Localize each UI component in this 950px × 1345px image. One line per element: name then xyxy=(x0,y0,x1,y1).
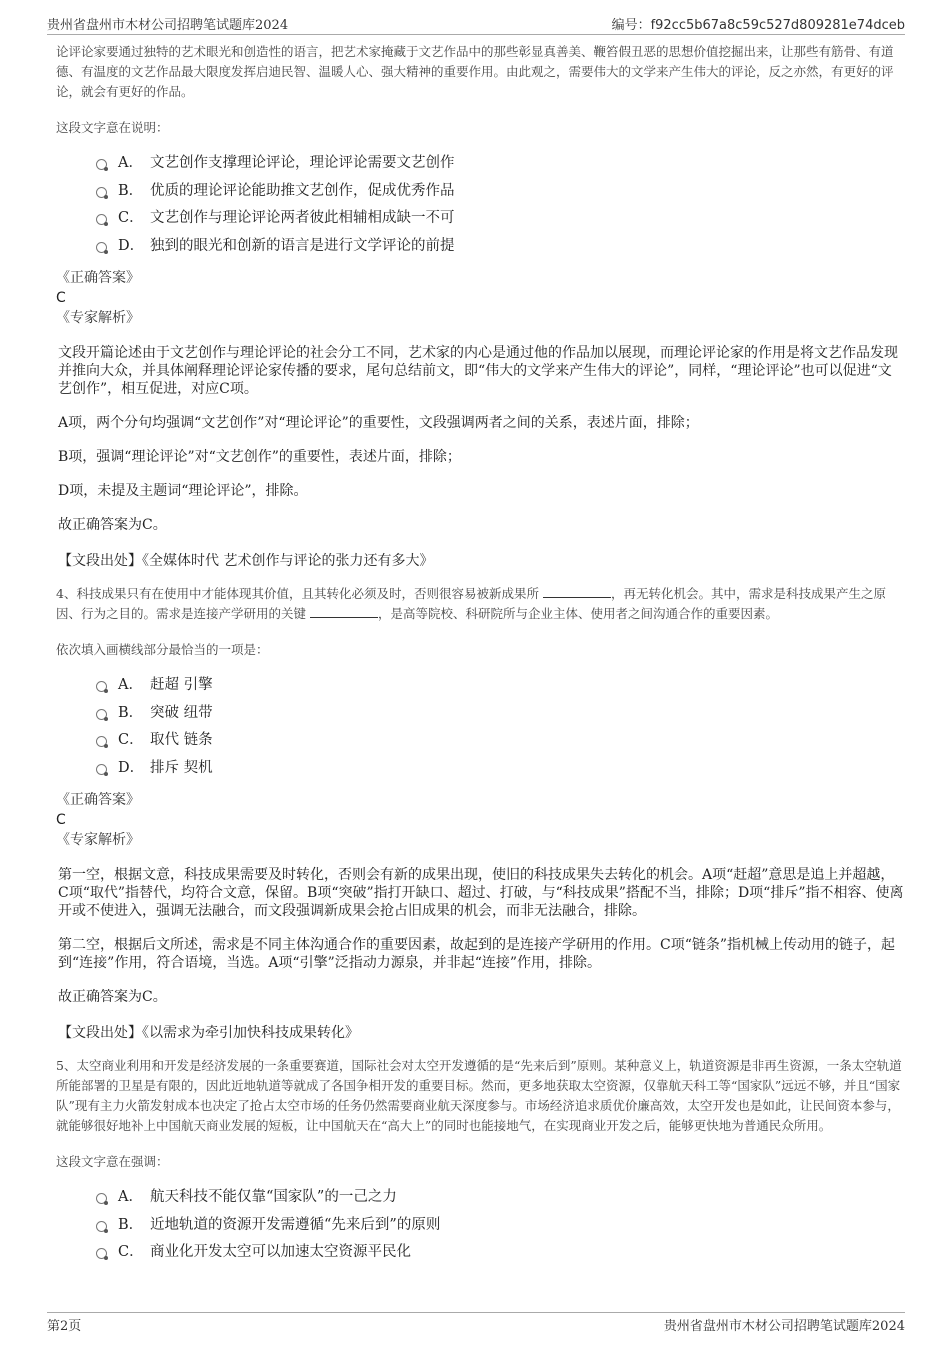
option-text: 优质的理论评论能助推文艺创作，促成优秀作品 xyxy=(150,182,455,199)
analysis-paragraph: 第一空，根据文意，科技成果需要及时转化，否则会有新的成果出现，使旧的科技成果失去转化的机会。A项“赶超”意思是追上并超越，C项“取代”指替代，均符合文意，保留。B项“突破”指打开缺口、超过、打破，与“科技成果”搭配不当，排除；D项“排斥”指不相容、使离开或不使进入，强调无法融合，而文段强调新成果会抢占旧成果的机会，而非无法融合，排除。 xyxy=(58,867,904,919)
question-stem xyxy=(56,584,904,624)
question-5 xyxy=(56,1056,904,1267)
option-letter: B． xyxy=(118,704,144,721)
radio-icon[interactable] xyxy=(96,1221,107,1232)
option-b[interactable] xyxy=(96,1212,904,1240)
option-list xyxy=(96,150,904,260)
stem-text: 4、科技成果只有在使用中才能体现其价值，且其转化必须及时，否则很容易被新成果所 xyxy=(56,586,539,601)
option-text: 近地轨道的资源开发需遵循“先来后到”的原则 xyxy=(150,1216,441,1233)
analysis-paragraph: 文段开篇论述由于文艺创作与理论评论的社会分工不同，艺术家的内心是通过他的作品加以展现，而理论评论家的作用是将文艺作品发现并推向大众，并具体阐释理论评论家传播的要求，尾句总结前文，即“伟大的文学来产生伟大的评论”，同样，“理论评论”也可以促进“文艺创作”，相互促进，对应C项。 xyxy=(58,345,898,397)
option-b[interactable] xyxy=(96,700,904,728)
radio-icon[interactable] xyxy=(96,242,107,253)
analysis-paragraph: B项，强调“理论评论”对“文艺创作”的重要性，表述片面，排除； xyxy=(58,449,461,465)
page-header xyxy=(47,12,905,35)
question-3 xyxy=(56,42,904,570)
question-stem: 5、太空商业利用和开发是经济发展的一条重要赛道，国际社会对太空开发遵循的是“先来后到”原则。某种意义上，轨道资源是非再生资源，一条太空轨道所能部署的卫星是有限的，因此近地轨道等就成了各国争相开发的重要目标。然而，更多地获取太空资源，仅靠航天科工等“国家队”远远不够，并且“国家队”现有主力火箭发射成本也决定了抢占太空市场的任务仍然需要商业航天深度参与。市场经济追求质优价廉高效，太空开发也是如此，让民间资本参与，就能够很好地补上中国航天商业发展的短板，让中国航天在“高大上”的同时也能接地气，在实现商业开发之后，能够更快地为普通民众所用。 xyxy=(56,1058,902,1133)
analysis-body xyxy=(58,344,904,534)
option-text: 排斥 契机 xyxy=(150,759,213,776)
radio-icon[interactable] xyxy=(96,187,107,198)
footer-title: 贵州省盘州市木材公司招聘笔试题库2024 xyxy=(663,1319,905,1334)
radio-icon[interactable] xyxy=(96,709,107,720)
stem-text: ，再无转化机会。其中，需求是科技成果产生之原因、行为之目的。需求是连接产学研用的关键 xyxy=(56,586,886,621)
option-c[interactable] xyxy=(96,1239,904,1267)
answer-value: C xyxy=(56,290,66,306)
radio-icon[interactable] xyxy=(96,1193,107,1204)
radio-icon[interactable] xyxy=(96,1248,107,1259)
analysis-paragraph: A项，两个分句均强调“文艺创作”对“理论评论”的重要性，文段强调两者之间的关系，表述片面，排除； xyxy=(58,415,699,431)
header-code: 编号：f92cc5b67a8c59c527d809281e74dceb xyxy=(611,18,905,33)
option-d[interactable] xyxy=(96,755,904,783)
option-letter: A． xyxy=(118,1189,143,1205)
option-letter: B． xyxy=(118,1216,144,1233)
option-text: 文艺创作与理论评论两者彼此相辅相成缺一不可 xyxy=(150,210,455,226)
option-letter: C． xyxy=(118,732,144,748)
analysis-label: 《专家解析》 xyxy=(56,832,140,848)
option-text: 取代 链条 xyxy=(150,732,213,748)
source-citation: 【文段出处】《全媒体时代 艺术创作与评论的张力还有多大》 xyxy=(58,553,434,569)
page-content xyxy=(56,42,904,1275)
option-text: 商业化开发太空可以加速太空资源平民化 xyxy=(150,1244,411,1260)
analysis-body xyxy=(58,866,904,1006)
radio-icon[interactable] xyxy=(96,159,107,170)
option-text: 赶超 引擎 xyxy=(150,677,213,693)
option-text: 独到的眼光和创新的语言是进行文学评论的前提 xyxy=(150,237,455,254)
answer-label: 《正确答案》 xyxy=(56,792,140,808)
header-title: 贵州省盘州市木材公司招聘笔试题库2024 xyxy=(47,18,289,33)
analysis-paragraph: 第二空，根据后文所述，需求是不同主体沟通合作的重要因素，故起到的是连接产学研用的作用。C项“链条”指机械上传动用的链子，起到“连接”作用，符合语境，当选。A项“引擎”泛指动力源泉，并非起“连接”作用，排除。 xyxy=(58,937,896,971)
option-text: 航天科技不能仅靠“国家队”的一己之力 xyxy=(150,1189,397,1205)
option-letter: D． xyxy=(118,759,145,776)
radio-icon[interactable] xyxy=(96,214,107,225)
option-c[interactable] xyxy=(96,205,904,233)
answer-label: 《正确答案》 xyxy=(56,270,140,286)
fill-blank xyxy=(543,585,611,598)
analysis-paragraph: 故正确答案为C。 xyxy=(58,989,167,1005)
source-citation: 【文段出处】《以需求为牵引加快科技成果转化》 xyxy=(58,1025,359,1041)
question-prompt: 这段文字意在强调： xyxy=(56,1154,169,1169)
option-letter: A． xyxy=(118,677,143,693)
fill-blank xyxy=(310,605,378,618)
analysis-paragraph: 故正确答案为C。 xyxy=(58,517,167,533)
option-text: 文艺创作支撑理论评论，理论评论需要文艺创作 xyxy=(150,155,455,171)
answer-value: C xyxy=(56,812,66,828)
radio-icon[interactable] xyxy=(96,736,107,747)
question-prompt: 依次填入画横线部分最恰当的一项是： xyxy=(56,642,269,657)
option-a[interactable] xyxy=(96,1184,904,1212)
option-list xyxy=(96,1184,904,1267)
radio-icon[interactable] xyxy=(96,681,107,692)
option-letter: C． xyxy=(118,210,144,226)
question-prompt: 这段文字意在说明： xyxy=(56,120,169,135)
option-a[interactable] xyxy=(96,672,904,700)
option-c[interactable] xyxy=(96,727,904,755)
page-number: 第2页 xyxy=(47,1319,82,1334)
question-stem: 论评论家要通过独特的艺术眼光和创造性的语言，把艺术家掩藏于文艺作品中的那些彰显真善美、鞭笞假丑恶的思想价值挖掘出来，让那些有筋骨、有道德、有温度的文艺作品最大限度发挥启迪民智、温暖人心、强大精神的重要作用。由此观之，需要伟大的文学来产生伟大的评论，反之亦然，有更好的评论，就会有更好的作品。 xyxy=(56,44,894,99)
analysis-label: 《专家解析》 xyxy=(56,310,140,326)
option-text: 突破 纽带 xyxy=(150,704,213,721)
option-letter: A． xyxy=(118,155,143,171)
stem-text: ，是高等院校、科研院所与企业主体、使用者之间沟通合作的重要因素。 xyxy=(378,606,779,621)
option-a[interactable] xyxy=(96,150,904,178)
option-letter: D． xyxy=(118,237,145,254)
radio-icon[interactable] xyxy=(96,764,107,775)
question-4 xyxy=(56,584,904,1042)
option-letter: C． xyxy=(118,1244,144,1260)
option-list xyxy=(96,672,904,782)
page-footer xyxy=(47,1312,905,1335)
option-letter: B． xyxy=(118,182,144,199)
option-b[interactable] xyxy=(96,178,904,206)
analysis-paragraph: D项，未提及主题词“理论评论”，排除。 xyxy=(58,483,308,499)
option-d[interactable] xyxy=(96,233,904,261)
